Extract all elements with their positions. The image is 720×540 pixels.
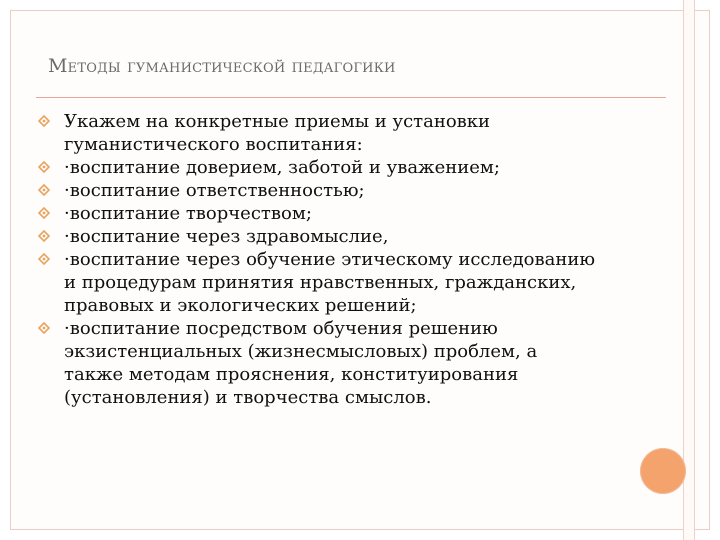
hollow-diamond-icon bbox=[38, 253, 50, 265]
list-item bbox=[38, 156, 598, 179]
list-item bbox=[38, 225, 598, 248]
list-item bbox=[38, 179, 598, 202]
list-item-text: ·воспитание ответственностью; bbox=[64, 180, 365, 201]
hollow-diamond-icon bbox=[38, 230, 50, 242]
list-item-text: Укажем на конкретные приемы и установки гуманистического воспитания: bbox=[64, 111, 491, 155]
decorative-side-band bbox=[683, 0, 695, 540]
list-item bbox=[38, 110, 598, 156]
list-item bbox=[38, 317, 598, 409]
orange-circle-decoration bbox=[640, 448, 686, 494]
hollow-diamond-icon bbox=[38, 115, 50, 127]
hollow-diamond-icon bbox=[38, 322, 50, 334]
list-item-text: ·воспитание доверием, заботой и уважением; bbox=[64, 157, 500, 178]
list-item-text: ·воспитание творчеством; bbox=[64, 203, 312, 224]
list-item-text: ·воспитание посредством обучения решению экзистенциальных (жизнесмысловых) проблем, а также методам прояснения, конституирования (установления) и творчества смыслов. bbox=[64, 318, 538, 408]
list-item-text: ·воспитание через здравомыслие, bbox=[64, 226, 389, 247]
bullet-list bbox=[38, 110, 598, 409]
title-divider bbox=[36, 97, 666, 98]
slide-title: Методы гуманистической педагогики bbox=[48, 55, 396, 77]
hollow-diamond-icon bbox=[38, 184, 50, 196]
list-item bbox=[38, 202, 598, 225]
list-item-text: ·воспитание через обучение этическому исследованию и процедурам принятия нравственных, гражданских, правовых и экологических решений; bbox=[64, 249, 596, 316]
hollow-diamond-icon bbox=[38, 161, 50, 173]
list-item bbox=[38, 248, 598, 317]
hollow-diamond-icon bbox=[38, 207, 50, 219]
